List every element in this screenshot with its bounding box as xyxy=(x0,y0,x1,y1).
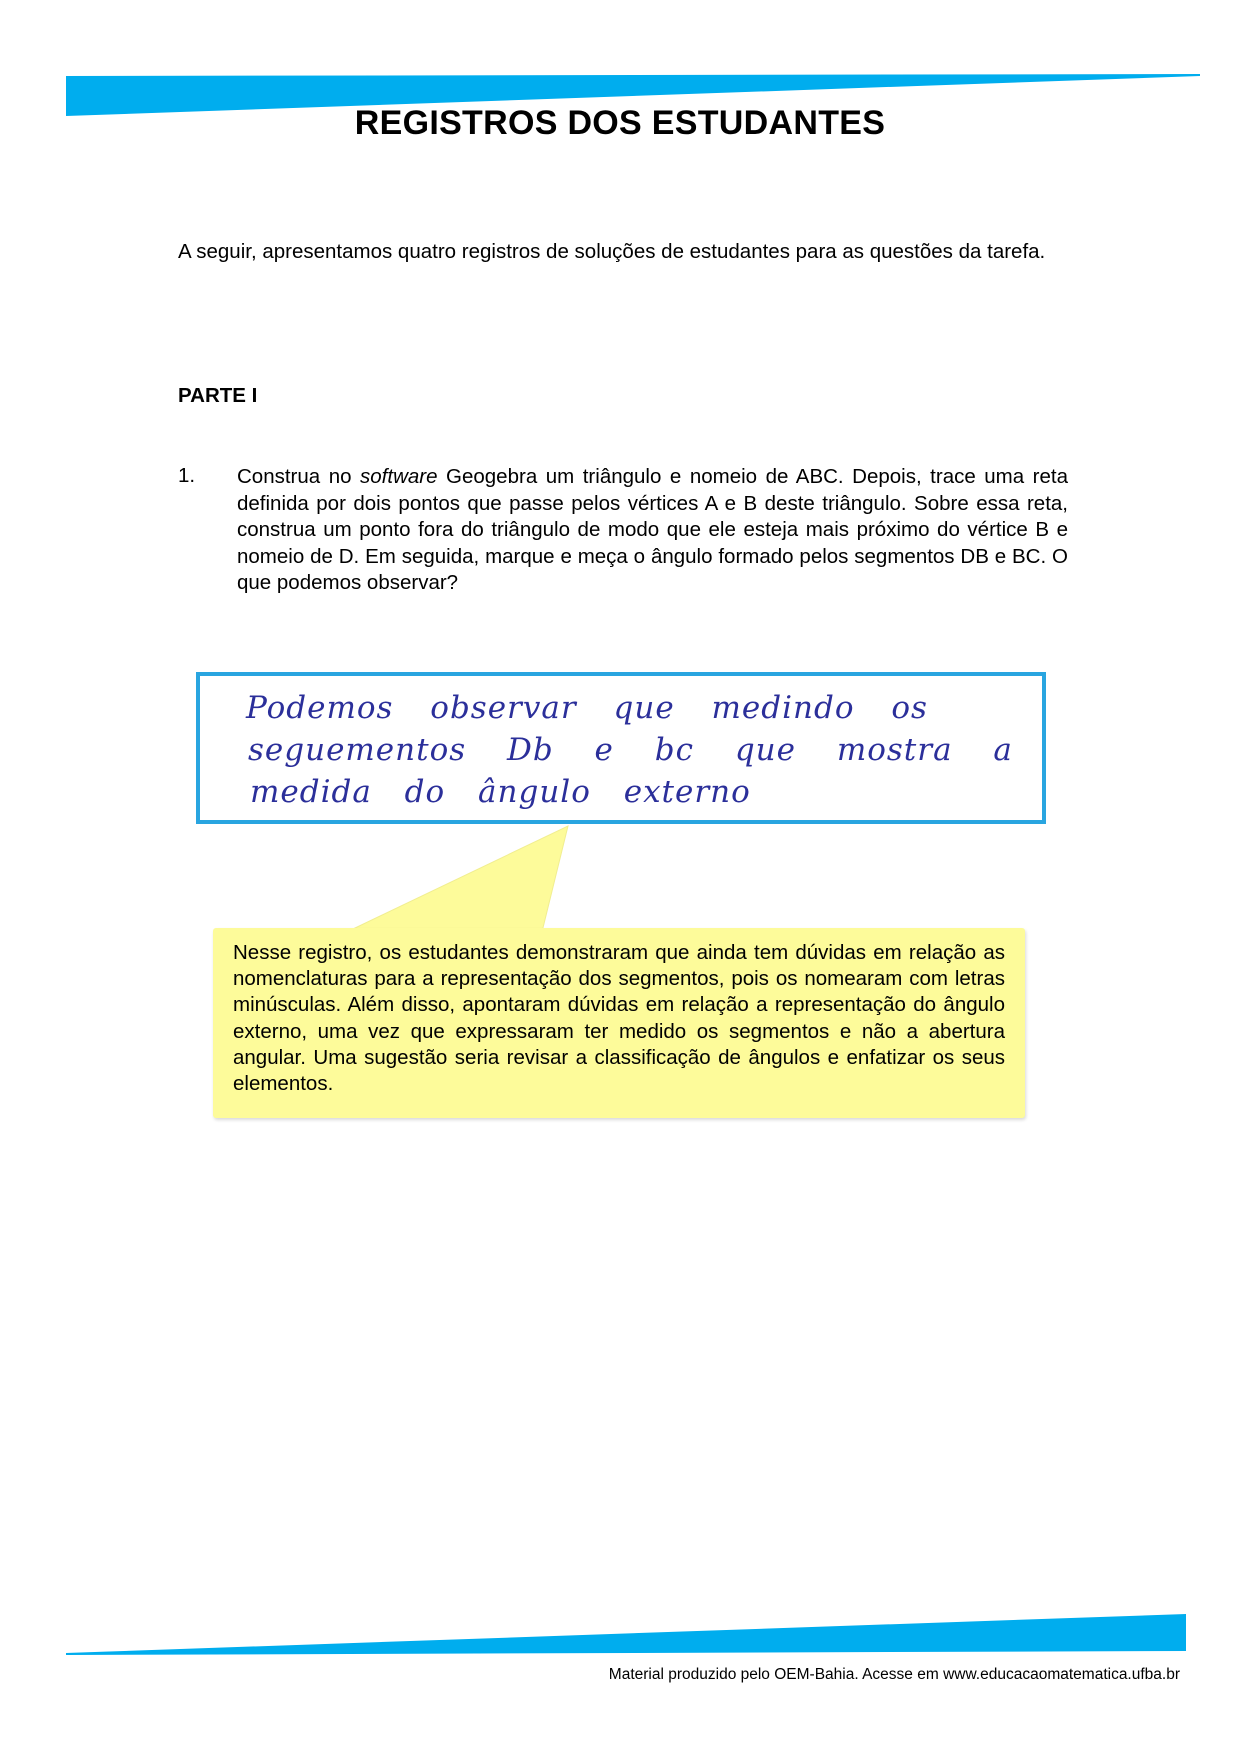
page-title: REGISTROS DOS ESTUDANTES xyxy=(354,104,886,142)
student-answer-box xyxy=(196,672,1046,824)
question-text-after: Geogebra um triângulo e nomeio de ABC. Depois, trace uma reta definida por dois pontos que passe pelos vértices A e B deste triângulo. Sobre essa reta, construa um ponto fora do triângulo de modo que ele esteja mais próximo do vértice B e nomeio de D. Em seguida, marque e meça o ângulo formado pelos segmentos DB e BC. O que podemos observar? xyxy=(237,465,1068,594)
comment-text: Nesse registro, os estudantes demonstraram que ainda tem dúvidas em relação as nomenclaturas para a representação dos segmentos, pois os nomearam com letras minúsculas. Além disso, apontaram dúvidas em relação a representação do ângulo externo, uma vez que expressaram ter medido os segmentos e não a abertura angular. Uma sugestão seria revisar a classificação de ângulos e enfatizar os seus elementos. xyxy=(233,941,1005,1096)
handwritten-line-1: Podemos observar que medindo os xyxy=(246,690,928,726)
handwritten-line-3: medida do ângulo externo xyxy=(250,774,751,810)
intro-paragraph: A seguir, apresentamos quatro registros de soluções de estudantes para as questões da tarefa. xyxy=(178,240,1046,263)
section-title: PARTE I xyxy=(178,384,258,407)
question-number: 1. xyxy=(178,464,196,487)
footer-text: Material produzido pelo OEM-Bahia. Acesse em www.educacaomatematica.ufba.br xyxy=(608,1666,1180,1683)
comment-note xyxy=(213,928,1025,1118)
handwritten-line-2: seguementos Db e bc que mostra a xyxy=(248,732,1013,768)
question-text-before: Construa no xyxy=(237,465,361,488)
question-text-italic: software xyxy=(360,465,438,488)
